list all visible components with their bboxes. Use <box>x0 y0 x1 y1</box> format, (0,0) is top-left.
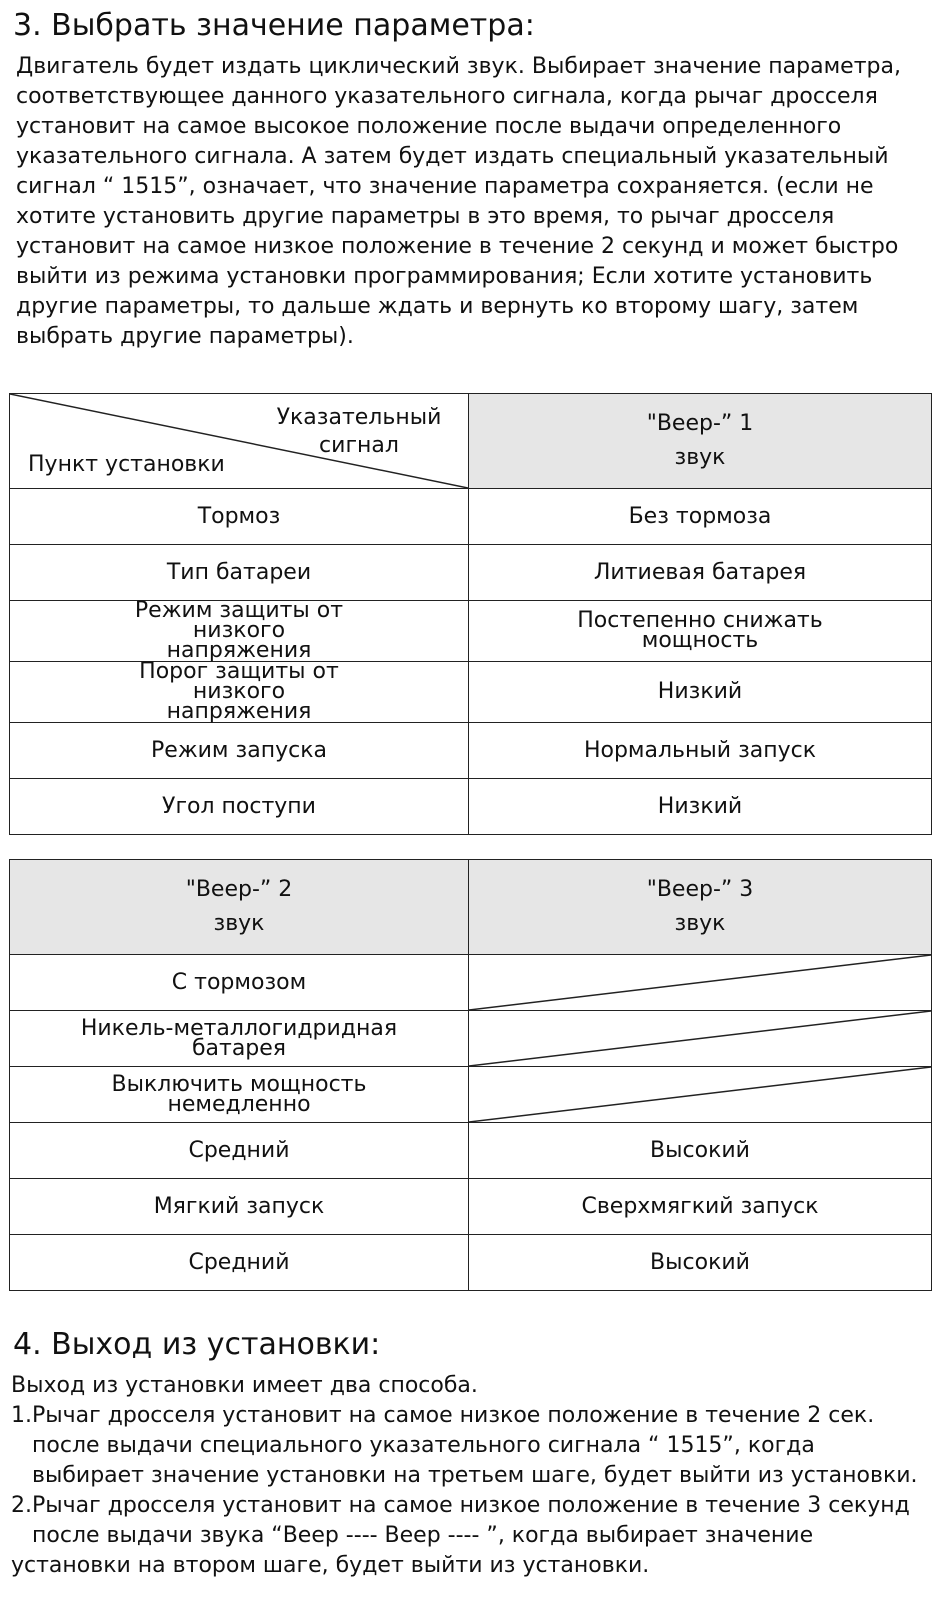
table-cell: Без тормоза <box>469 489 932 545</box>
table-row <box>10 545 932 601</box>
table-cell: Сверхмягкий запуск <box>469 1179 932 1235</box>
cell-text: Порог защиты от низкого напряжения <box>139 659 339 724</box>
table-row <box>10 662 932 723</box>
table-cell <box>469 601 932 662</box>
empty-cell <box>469 955 932 1011</box>
table-cell <box>10 1011 469 1067</box>
table-cell: Литиевая батарея <box>469 545 932 601</box>
list-item-line: 2.Рычаг дросселя установит на самое низкое положение в течение 3 секунд <box>11 1493 910 1518</box>
column-header <box>10 860 469 955</box>
column-header-label: "Beep-” 1 звук <box>646 411 754 470</box>
diagonal-line <box>469 955 931 1010</box>
table-cell <box>10 598 469 663</box>
empty-cell <box>469 1011 932 1067</box>
table-row <box>10 1123 932 1179</box>
table-cell: Высокий <box>469 1235 932 1291</box>
settings-table-1 <box>9 393 932 835</box>
paragraph-line: другие параметры, то дальше ждать и вернуть ко второму шагу, затем <box>16 294 859 319</box>
list-item-line: установки на втором шаге, будет выйти из установки. <box>11 1553 650 1578</box>
table-cell: Средний <box>10 1123 469 1179</box>
table-row <box>10 723 932 779</box>
table-cell: Средний <box>10 1235 469 1291</box>
table-cell: Низкий <box>469 662 932 723</box>
column-header <box>469 394 932 489</box>
settings-table-2 <box>9 859 932 1291</box>
table-cell: Низкий <box>469 779 932 835</box>
corner-header-item: Пункт установки <box>28 452 225 477</box>
paragraph-line: установит на самое низкое положение в течение 2 секунд и может быстро <box>16 234 899 259</box>
column-header-label: "Beep-” 2 звук <box>185 877 293 936</box>
section-3-paragraph <box>16 52 916 352</box>
list-item-line: после выдачи специального указательного сигнала “ 1515”, когда <box>32 1433 815 1458</box>
intro-line: Выход из установки имеет два способа. <box>11 1373 478 1398</box>
paragraph-line: указательного сигнала. А затем будет издать специальный указательный <box>16 144 889 169</box>
table-cell: Угол поступи <box>10 779 469 835</box>
section-4-body <box>11 1371 921 1581</box>
cell-text: Выключить мощность немедленно <box>111 1071 367 1117</box>
paragraph-line: хотите установить другие параметры в это время, то рычаг дросселя <box>16 204 835 229</box>
column-header-label: "Beep-” 3 звук <box>646 877 754 936</box>
list-item-line: выбирает значение установки на третьем шаге, будет выйти из установки. <box>32 1463 918 1488</box>
paragraph-line: установит на самое высокое положение после выдачи определенного <box>16 114 842 139</box>
column-header <box>469 860 932 955</box>
table-cell: Мягкий запуск <box>10 1179 469 1235</box>
table-cell <box>10 659 469 724</box>
table-row <box>10 1011 932 1067</box>
list-item-line: после выдачи звука “Beep ---- Beep ---- ”, когда выбирает значение <box>32 1523 814 1548</box>
section-3-title: 3. Выбрать значение параметра: <box>13 8 535 43</box>
empty-cell <box>469 1067 932 1123</box>
table-cell <box>10 1067 469 1123</box>
diagonal-line <box>469 1011 931 1066</box>
table-row <box>10 1235 932 1291</box>
table-cell: Режим запуска <box>10 723 469 779</box>
paragraph-line: сигнал “ 1515”, означает, что значение параметра сохраняется. (если не <box>16 174 874 199</box>
cell-text: Никель-металлогидридная батарея <box>80 1015 398 1061</box>
table-corner-cell <box>10 394 469 489</box>
table-row <box>10 489 932 545</box>
diagonal-line <box>469 1067 931 1122</box>
table-cell: С тормозом <box>10 955 469 1011</box>
paragraph-line: Двигатель будет издать циклический звук. Выбирает значение параметра, <box>16 54 901 79</box>
list-item-line: 1.Рычаг дросселя установит на самое низкое положение в течение 2 сек. <box>11 1403 875 1428</box>
table-row <box>10 779 932 835</box>
section-4-title: 4. Выход из установки: <box>13 1327 381 1362</box>
table-cell: Высокий <box>469 1123 932 1179</box>
table-row <box>10 1067 932 1123</box>
table-row <box>10 955 932 1011</box>
cell-text: Режим защиты от низкого напряжения <box>134 598 344 663</box>
corner-header-signal: Указательный сигнал <box>276 405 442 458</box>
table-cell: Тип батареи <box>10 545 469 601</box>
paragraph-line: выбрать другие параметры). <box>16 324 354 349</box>
table-cell: Тормоз <box>10 489 469 545</box>
paragraph-line: выйти из режима установки программирования; Если хотите установить <box>16 264 873 289</box>
table-cell: Нормальный запуск <box>469 723 932 779</box>
table-row <box>10 1179 932 1235</box>
paragraph-line: соответствующее данного указательного сигнала, когда рычаг дросселя <box>16 84 878 109</box>
cell-text: Постепенно снижать мощность <box>577 608 823 653</box>
table-row <box>10 601 932 662</box>
